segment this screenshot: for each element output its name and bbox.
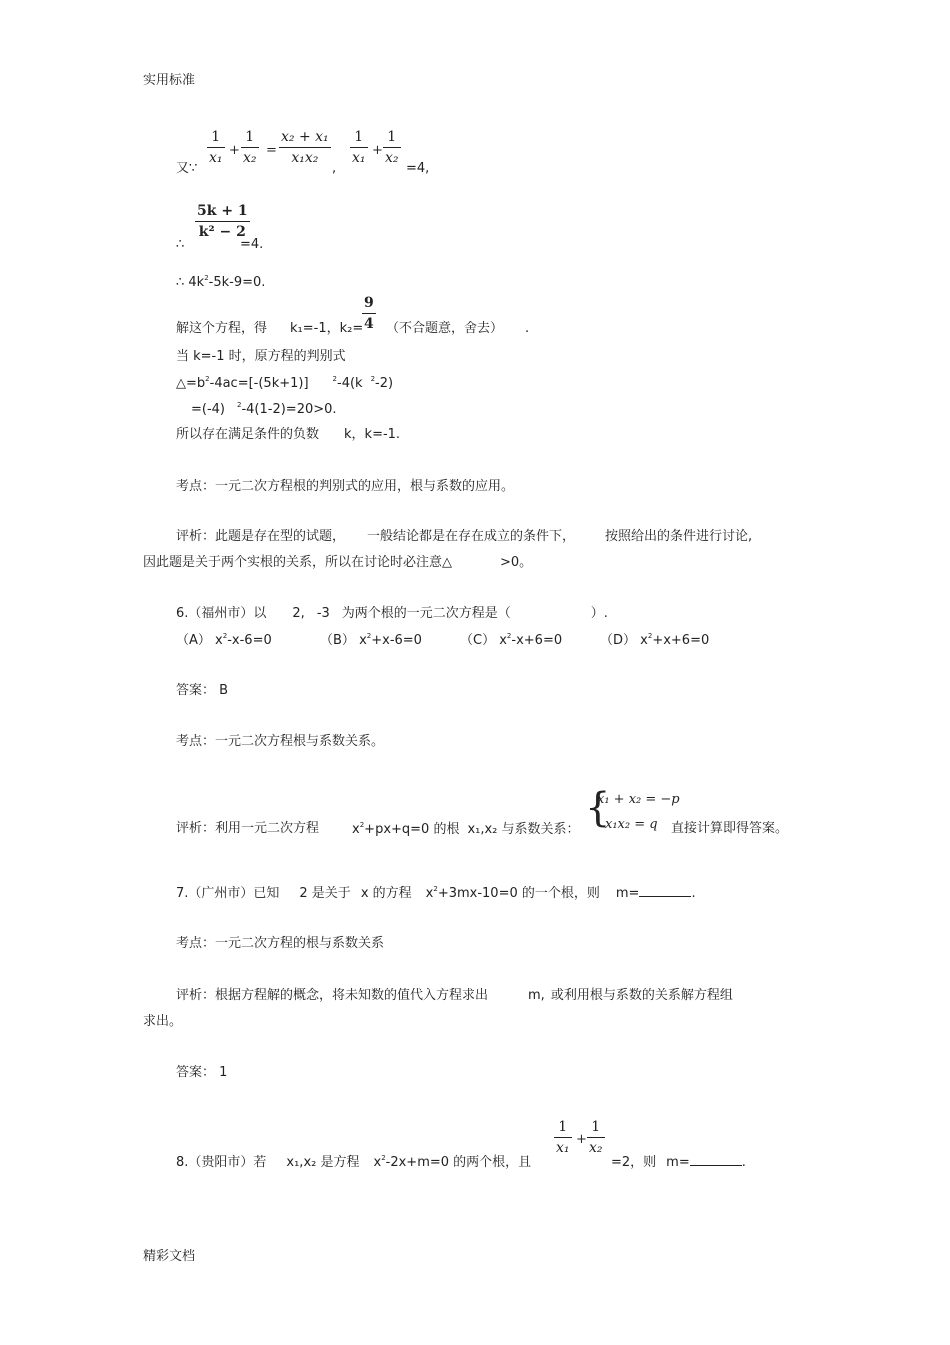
system-brace: { xyxy=(585,785,611,831)
q6-option-a: （A） $x^2-x-6=0$ xyxy=(176,632,272,648)
fraction-9-over-4: $\frac{9}{4}$ xyxy=(364,295,374,332)
kaodian-3: 考点：一元二次方程的根与系数关系 xyxy=(176,936,385,951)
pingxi-3-line-a: 评析：根据方程解的概念，将未知数的值代入方程求出 m, 或利用根与系数的关系解方程组 xyxy=(176,988,733,1003)
plus-sign: + xyxy=(229,143,240,158)
q8-answer-blank[interactable] xyxy=(690,1155,742,1166)
pingxi-2-text-e: 直接计算即得答案。 xyxy=(671,821,789,836)
existence-line: 所以存在满足条件的负数 k，k=-1. xyxy=(176,427,401,442)
fraction-1-over-x2-b: $\frac{1}{\text{x₂}}$ xyxy=(385,129,399,166)
system-line-2: x₁x₂ = q xyxy=(605,817,658,832)
page-footer: 精彩文档 xyxy=(143,1249,196,1264)
pingxi-2-equation: $x^2+px+q=0$ 的根 x₁,x₂ 与系数关系： xyxy=(352,821,580,837)
solve-text: 解这个方程，得 xyxy=(176,321,268,336)
pingxi-3-line-b: 求出。 xyxy=(143,1014,183,1029)
discriminant-line: $\triangle=b^2-4ac=[-(5k+1)]$ $^2$-4(k $^2$-2) xyxy=(176,375,394,391)
equals-four-b: =4. xyxy=(240,237,264,252)
q6-option-d: （D） $x^2+x+6=0$ xyxy=(600,632,710,648)
discriminant-value-line: =(-4) $^2$-4(1-2)=20>0. xyxy=(191,401,337,417)
reject-note: （不合题意，舍去） xyxy=(386,321,504,336)
system-line-1: x₁ + x₂ = −p xyxy=(597,792,680,807)
because-prefix: 又∵ xyxy=(176,161,198,176)
comma: , xyxy=(332,161,337,176)
question-7: 7.（广州市）已知 2 是关于 x 的方程 $x^2+3mx-10=0$ 的一个根，则 m= . xyxy=(176,885,696,901)
q6-option-b: （B） $x^2+x-6=0$ xyxy=(320,632,422,648)
kaodian-1: 考点：一元二次方程根的判别式的应用，根与系数的应用。 xyxy=(176,479,515,494)
equals-sign: = xyxy=(266,143,277,158)
q8-fraction-1-over-x2: $\frac{1}{\text{x₂}}$ xyxy=(589,1119,603,1156)
when-line: 当 k=-1 时，原方程的判别式 xyxy=(176,349,346,364)
roots-k1-k2: k₁=-1，k₂= xyxy=(290,321,364,336)
equals-four: =4, xyxy=(406,161,430,176)
q6-option-c: （C） $x^2-x+6=0$ xyxy=(460,632,563,648)
q6-answer: 答案： B xyxy=(176,683,229,698)
q7-answer: 答案： 1 xyxy=(176,1065,228,1080)
fraction-1-over-x1: $\frac{1}{\text{x₁}}$ xyxy=(209,129,223,166)
fraction-1-over-x1-b: $\frac{1}{\text{x₁}}$ xyxy=(352,129,366,166)
fraction-5k-plus-1-over-k2-minus-2: $\frac{5k + 1}{\text{k² − 2}}$ xyxy=(197,203,248,240)
fraction-sum-over-product: $\frac{\text{x₂ + x₁}}{\text{x₁x₂}}$ xyxy=(281,129,329,166)
pingxi-2-text-a: 评析：利用一元二次方程 xyxy=(176,821,320,836)
plus-sign-b: + xyxy=(372,143,383,158)
period: . xyxy=(525,321,530,336)
q7-answer-blank[interactable] xyxy=(639,886,691,897)
q8-tail: =2，则 m= . xyxy=(611,1155,746,1170)
therefore-prefix: ∴ xyxy=(176,237,185,252)
page-header: 实用标准 xyxy=(143,73,196,88)
q8-plus: + xyxy=(576,1132,587,1147)
kaodian-2: 考点：一元二次方程根与系数关系。 xyxy=(176,734,385,749)
pingxi-1-line-b: 因此题是关于两个实根的关系，所以在讨论时必注意△ >0。 xyxy=(143,555,533,570)
fraction-1-over-x2: $\frac{1}{\text{x₂}}$ xyxy=(243,129,257,166)
q8-fraction-1-over-x1: $\frac{1}{\text{x₁}}$ xyxy=(556,1119,570,1156)
pingxi-1-line-a: 评析：此题是存在型的试题， 一般结论都是在存在成立的条件下， 按照给出的条件进行讨论, xyxy=(176,529,753,544)
q8-text: 8.（贵阳市）若 x₁,x₂ 是方程 $x^2-2x+m=0$ 的两个根，且 xyxy=(176,1154,532,1170)
equation-line-therefore-2: ∴ $4k^2-5k-9=0$. xyxy=(176,274,266,290)
question-6: 6.（福州市）以 2, -3 为两个根的一元二次方程是（ ）. xyxy=(176,606,608,621)
